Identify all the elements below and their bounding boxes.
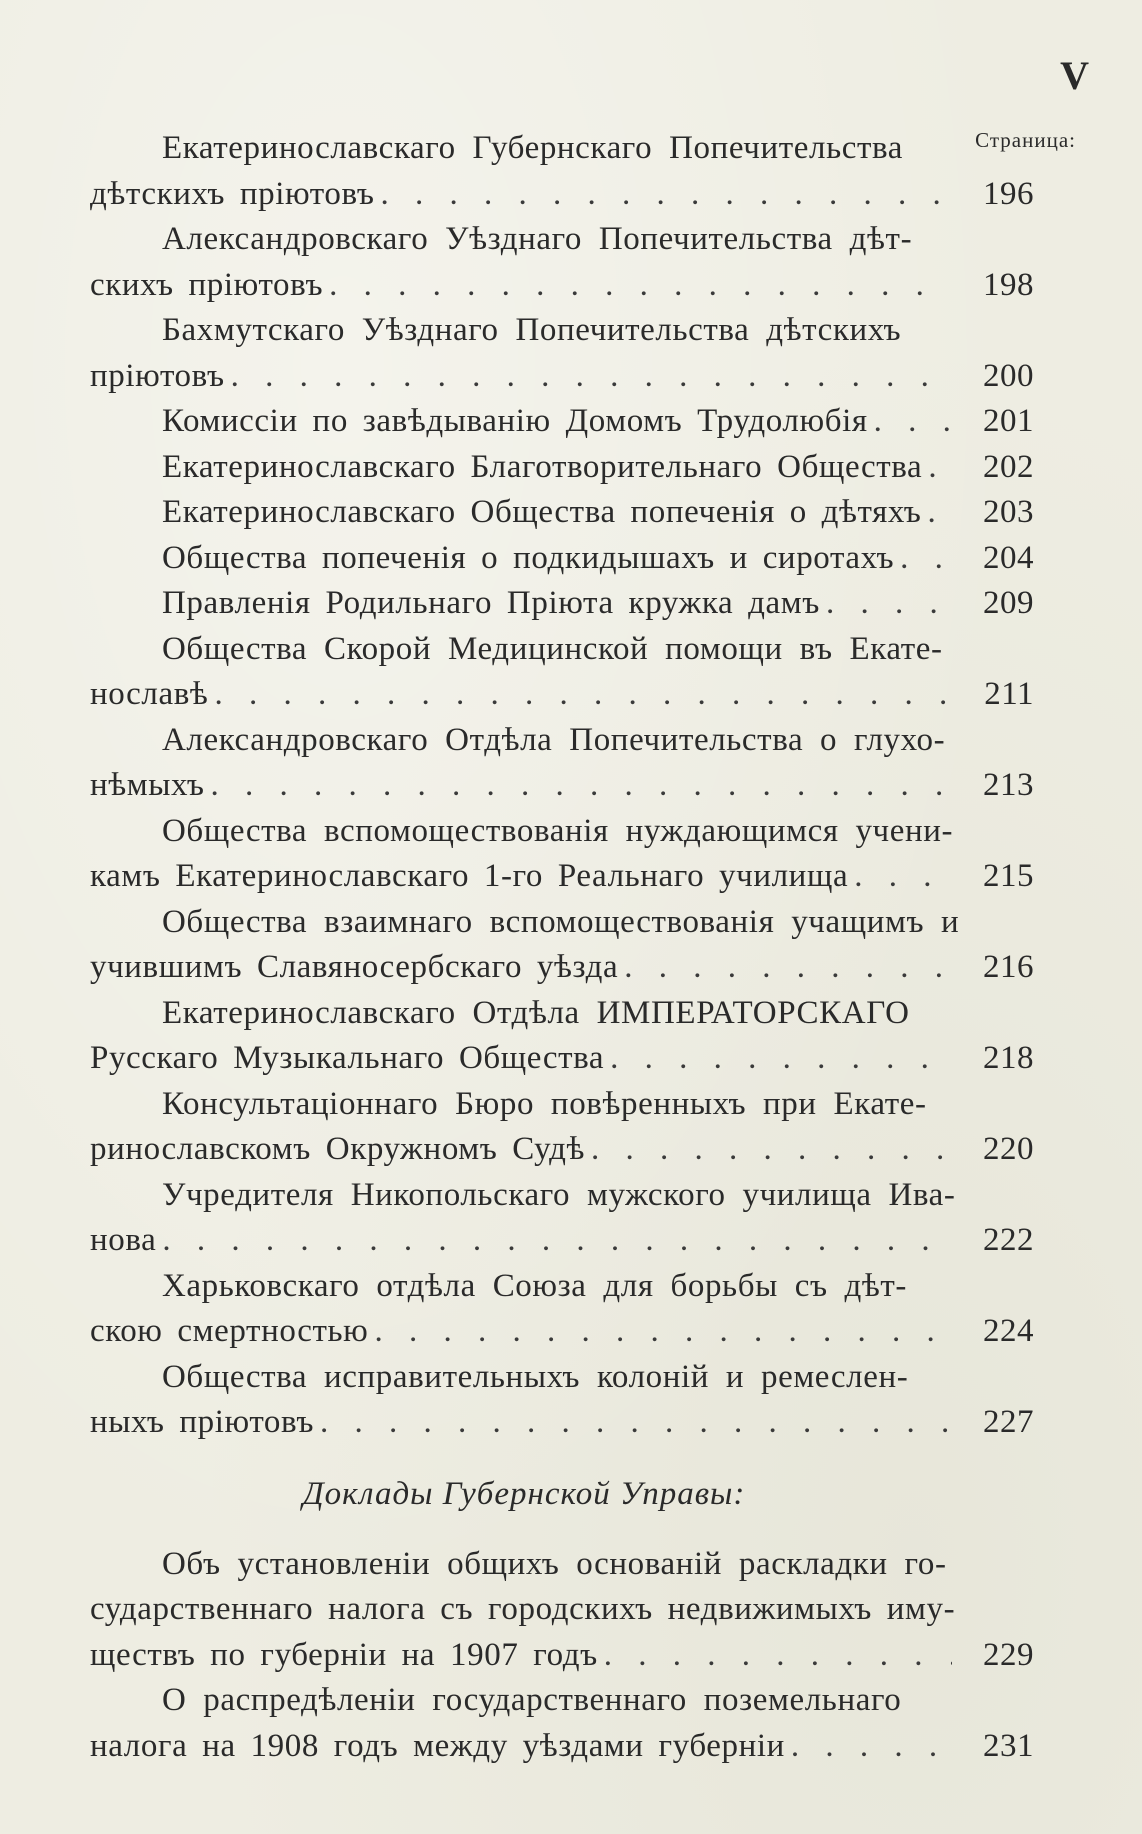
toc-entry-title: нова [90, 1222, 157, 1258]
toc-entry [90, 809, 1058, 900]
toc-entry [90, 991, 1058, 1082]
toc-entry-final-line [90, 263, 1034, 309]
dot-leader [214, 672, 952, 718]
dot-leader [928, 445, 952, 491]
toc-entry-final-line [90, 854, 1034, 900]
dot-leader [604, 1633, 952, 1679]
toc-entry [90, 445, 1058, 491]
dot-leader [900, 536, 952, 582]
toc-entry [90, 126, 1058, 217]
toc-entry-page-number: 196 [983, 175, 1034, 212]
toc-entry-title-line: Александровскаго Отдѣла Попечительства о глухо- [162, 721, 946, 758]
toc-entry [90, 399, 1058, 445]
toc-entry-final-line [90, 354, 1034, 400]
toc-entry-final-line [90, 672, 1034, 718]
page-number: V [1060, 53, 1090, 98]
toc-entry [90, 536, 1058, 582]
dot-leader [329, 263, 952, 309]
toc-entry-title: нославѣ [90, 676, 209, 712]
toc-entry-title-line: Екатеринославскаго Губернскаго Попечительства [162, 130, 903, 166]
toc-entry-page-number: 200 [983, 357, 1034, 394]
toc-entry-page-number: 227 [983, 1404, 1034, 1440]
dot-leader [320, 1400, 952, 1446]
toc-entry [90, 1264, 1058, 1355]
toc-entry-title: ществъ по губерніи на 1907 годъ [90, 1636, 598, 1673]
toc-entry-title-line: Александровскаго Уѣзднаго Попечительства дѣт- [162, 221, 913, 257]
toc-entry [90, 581, 1058, 627]
toc-entry-title: ныхъ пріютовъ [90, 1404, 315, 1440]
toc-entry-title: Общества попеченія о подкидышахъ и сиротахъ [162, 539, 895, 576]
toc-entry-title: ринославскомъ Окружномъ Судѣ [90, 1131, 586, 1167]
toc-entry-final-line [90, 399, 1034, 445]
toc-entry-title: налога на 1908 годъ между уѣздами губерніи [90, 1727, 785, 1764]
toc-entry [90, 900, 1058, 991]
toc-part-1 [90, 126, 1058, 1446]
toc-entry [90, 627, 1058, 718]
toc-entry-final-line [90, 945, 1034, 991]
dot-leader [381, 172, 953, 218]
toc-entry-page-number: 215 [983, 858, 1034, 894]
toc-entry [90, 308, 1058, 399]
toc-entry-final-line [90, 490, 1034, 536]
dot-leader [162, 1218, 952, 1264]
toc-entry-final-line [90, 1218, 1034, 1264]
dot-leader [826, 581, 952, 627]
toc-entry-final-line [90, 1036, 1034, 1082]
toc-entry-page-number: 209 [983, 585, 1034, 621]
toc-entry-title: Русскаго Музыкальнаго Общества [90, 1040, 605, 1076]
toc-entry-final-line [90, 1400, 1034, 1446]
toc-entry-title: учившимъ Славяносербскаго уѣзда [90, 949, 619, 985]
toc-entry-page-number: 216 [983, 949, 1034, 985]
toc-entry-title: скою смертностью [90, 1313, 369, 1349]
toc-entry-page-number: 198 [983, 266, 1034, 303]
toc-entry-title: нѣмыхъ [90, 767, 205, 803]
dot-leader [927, 490, 952, 536]
toc-entry-page-number: 204 [983, 539, 1034, 576]
toc-entry [90, 1082, 1058, 1173]
toc-entry-final-line [90, 581, 1034, 627]
toc-entry-final-line [90, 763, 1034, 809]
toc-entry [90, 1173, 1058, 1264]
dot-leader [854, 854, 952, 900]
toc-entry-page-number: 202 [983, 448, 1034, 485]
toc-entry-page-number: 218 [983, 1040, 1034, 1076]
toc-entry-page-number: 213 [983, 767, 1034, 803]
toc-entry-final-line [90, 1127, 1034, 1173]
toc-entry-title: Комиссіи по завѣдыванію Домомъ Трудолюбія [162, 403, 868, 439]
toc-entry-page-number: 222 [983, 1222, 1034, 1258]
toc-entry-title: дѣтскихъ пріютовъ [90, 175, 375, 212]
toc-entry-title-line: Общества взаимнаго вспомоществованія учащимъ и [162, 903, 960, 940]
toc-entry-title: Екатеринославскаго Благотворительнаго Общества [162, 448, 923, 485]
toc-entry-title-line: Общества вспомоществованія нуждающимся учени- [162, 812, 954, 849]
toc-entry-final-line [90, 445, 1034, 491]
dot-leader [231, 354, 952, 400]
toc-entry-title-line: Общества исправительныхъ колоній и ремеслен- [162, 1358, 909, 1395]
table-of-contents [90, 126, 1058, 1769]
toc-entry [90, 1542, 1058, 1679]
toc-part-2 [90, 1542, 1058, 1770]
toc-entry-title-line: Харьковскаго отдѣла Союза для борьбы съ дѣт- [162, 1267, 908, 1304]
toc-entry-title-line: Учредителя Никопольскаго мужского училища Ива- [162, 1176, 956, 1213]
toc-entry-title: скихъ пріютовъ [90, 266, 324, 303]
toc-entry-page-number: 224 [983, 1313, 1034, 1349]
toc-entry [90, 490, 1058, 536]
toc-entry [90, 1678, 1058, 1769]
dot-leader [610, 1036, 952, 1082]
toc-entry-page-number: 203 [983, 494, 1034, 530]
toc-entry-final-line [90, 536, 1034, 582]
dot-leader [591, 1127, 952, 1173]
section-heading: Доклады Губернской Управы: [302, 1475, 746, 1512]
toc-entry-title: Екатеринославскаго Общества попеченія о дѣтяхъ [162, 494, 922, 530]
dot-leader [624, 945, 952, 991]
toc-entry-page-number: 231 [983, 1727, 1034, 1764]
toc-entry-title-line: Консультаціоннаго Бюро повѣренныхъ при Екате- [162, 1085, 927, 1122]
toc-entry-title-line: Екатеринославскаго Отдѣла ИМПЕРАТОРСКАГО [162, 994, 910, 1031]
toc-entry [90, 1355, 1058, 1446]
toc-entry-page-number: 220 [983, 1131, 1034, 1167]
toc-entry-page-number: 211 [984, 676, 1034, 712]
dot-leader [791, 1724, 952, 1770]
toc-entry-title-line: О распредѣленіи государственнаго поземельнаго [162, 1682, 902, 1718]
toc-entry-final-line [90, 1633, 1034, 1679]
dot-leader [211, 763, 952, 809]
dot-leader [374, 1309, 952, 1355]
toc-entry-title-line: Общества Скорой Медицинской помощи въ Екате- [162, 630, 943, 667]
toc-entry [90, 718, 1058, 809]
toc-entry-title-line: сударственнаго налога съ городскихъ недвижимыхъ иму- [90, 1591, 956, 1627]
toc-entry-page-number: 201 [983, 403, 1034, 439]
toc-entry-title: камъ Екатеринославскаго 1-го Реальнаго училища [90, 858, 849, 894]
dot-leader [874, 399, 952, 445]
toc-entry-title: Правленія Родильнаго Пріюта кружка дамъ [162, 585, 820, 621]
toc-entry-title-line: Объ установленіи общихъ основаній раскладки го- [162, 1545, 947, 1582]
toc-entry-title-line: Бахмутскаго Уѣзднаго Попечительства дѣтскихъ [162, 312, 902, 348]
toc-entry [90, 217, 1058, 308]
toc-entry-final-line [90, 172, 1034, 218]
toc-entry-final-line [90, 1724, 1034, 1770]
toc-entry-final-line [90, 1309, 1034, 1355]
toc-entry-page-number: 229 [983, 1636, 1034, 1673]
page-column-header: Страница: [975, 128, 1076, 152]
toc-entry-title: пріютовъ [90, 357, 225, 394]
